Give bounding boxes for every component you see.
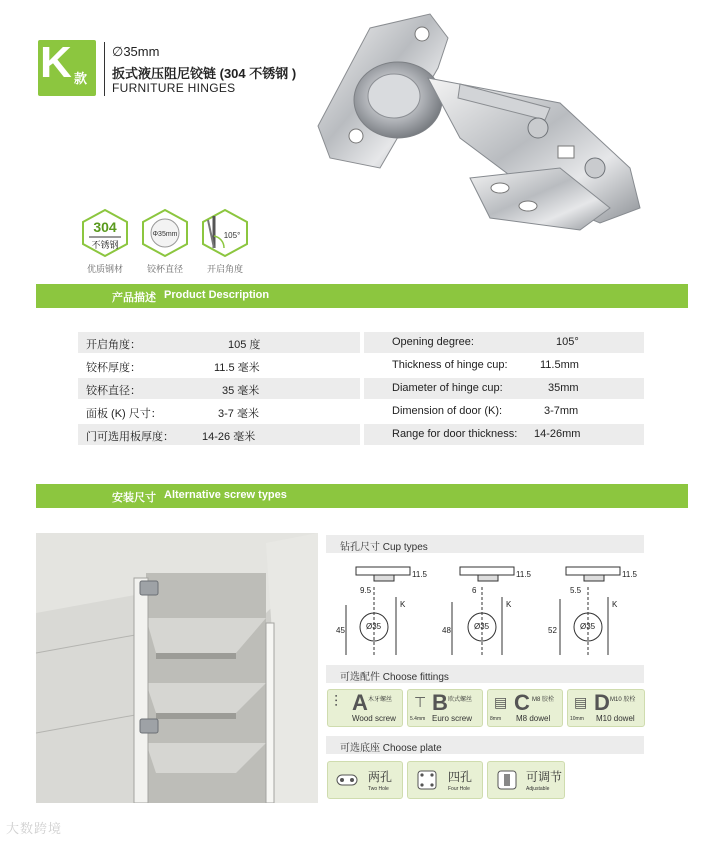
cup3-offset: 5.5 xyxy=(570,586,582,595)
spec-value-en: 35mm xyxy=(548,382,579,394)
fitting-en: M10 dowel xyxy=(596,714,635,723)
spec-value-en: 3-7mm xyxy=(544,405,579,417)
fitting-euro-screw xyxy=(407,689,483,727)
plate-adjustable xyxy=(487,761,565,799)
model-badge-sub: 款 xyxy=(74,71,88,86)
fitting-letter: B xyxy=(432,690,448,715)
plates-title: 可选底座 Choose plate xyxy=(340,743,442,754)
spec-value-en: 14-26mm xyxy=(534,428,581,440)
feature-label-angle: 开启角度 xyxy=(206,264,243,274)
plate-cn: 可调节 xyxy=(526,770,563,784)
cup-diameter-icon xyxy=(140,208,190,258)
dowel-icon: ▤ xyxy=(494,694,508,710)
cup2-diameter: Ø35 xyxy=(474,622,490,631)
spec-label-en: Opening degree: xyxy=(392,336,474,348)
header-divider xyxy=(104,42,105,96)
plate-two-hole xyxy=(327,761,403,799)
cup1-diameter: Ø35 xyxy=(366,622,382,631)
screw-types-bar xyxy=(36,484,688,508)
cabinet-installation-image xyxy=(36,533,318,803)
spec-label-en: Dimension of door (K): xyxy=(392,405,503,417)
adjustable-plate-icon xyxy=(494,767,520,793)
fitting-cn: 欧式螺丝 xyxy=(448,697,473,703)
four-hole-plate-icon xyxy=(414,767,440,793)
fitting-en: Euro screw xyxy=(432,714,473,723)
plate-en: Adjustable xyxy=(526,786,550,792)
cup3-side: 52 xyxy=(548,626,557,635)
plate-four-hole xyxy=(407,761,483,799)
cup-types-diagrams xyxy=(326,557,644,663)
feature-label-cup: 铰杯直径 xyxy=(146,264,183,274)
opening-angle-text: 105° xyxy=(223,231,241,240)
spec-value-en: 11.5mm xyxy=(540,359,579,371)
spec-label-cn: 铰杯直径： xyxy=(86,385,141,397)
fitting-m8-dowel xyxy=(487,689,563,727)
screw-types-title-en: Alternative screw types xyxy=(164,489,287,501)
fitting-cn: M10 胶栓 xyxy=(610,697,636,703)
product-title-en: FURNITURE HINGES xyxy=(112,81,236,95)
cup2-height: 11.5 xyxy=(516,570,531,579)
cup-types-title: 钻孔尺寸 Cup types xyxy=(340,542,428,553)
fitting-cn: 木牙螺丝 xyxy=(368,697,393,703)
spec-value-cn: 14-26 毫米 xyxy=(202,431,256,443)
euro-screw-icon: ⊤ xyxy=(414,694,427,710)
plate-cn: 两孔 xyxy=(368,770,393,784)
cup2-k: K xyxy=(506,600,512,609)
cup1-height: 11.5 xyxy=(412,570,427,579)
spec-label-en: Range for door thickness: xyxy=(392,428,518,440)
product-description-title-cn: 产品描述 xyxy=(112,292,156,304)
spec-value-cn: 3-7 毫米 xyxy=(218,408,259,420)
fitting-size: 8mm xyxy=(490,716,502,722)
cup1-side: 45 xyxy=(336,626,345,635)
fitting-wood-screw xyxy=(327,689,403,727)
cup1-k: K xyxy=(400,600,406,609)
product-description-bar xyxy=(36,284,688,308)
steel-type-text: 不锈钢 xyxy=(91,241,119,251)
cup3-diameter: Ø35 xyxy=(580,622,596,631)
fitting-size: 10mm xyxy=(570,716,584,722)
cup2-offset: 6 xyxy=(472,586,477,595)
plates-label xyxy=(326,736,644,754)
fitting-cn: M8 胶栓 xyxy=(532,697,555,703)
product-title-cn: 扳式液压阻尼铰链 (304 不锈钢 ) xyxy=(112,66,297,81)
fitting-m10-dowel xyxy=(567,689,645,727)
steel-304-icon xyxy=(80,208,130,258)
spec-value-cn: 35 毫米 xyxy=(222,385,260,397)
steel-grade-text: 304 xyxy=(93,219,117,235)
cup-diagram-1 xyxy=(346,567,410,655)
fitting-letter: A xyxy=(352,690,368,715)
cup-diameter-text: Φ35mm xyxy=(152,231,178,238)
fitting-size: 5.4mm xyxy=(410,716,426,722)
cup3-k: K xyxy=(612,600,618,609)
cup-diagram-2 xyxy=(452,567,514,655)
cup2-side: 48 xyxy=(442,626,451,635)
screw-types-title-cn: 安装尺寸 xyxy=(112,492,156,504)
plate-en: Four Hole xyxy=(448,786,470,792)
spec-value-cn: 105 度 xyxy=(228,339,261,351)
opening-angle-icon xyxy=(200,208,250,258)
fittings-label xyxy=(326,665,644,683)
spec-label-cn: 面板 (K) 尺寸： xyxy=(86,408,162,420)
product-description-title-en: Product Description xyxy=(164,289,270,301)
fitting-en: M8 dowel xyxy=(516,714,551,723)
wood-screw-icon: ⫶ xyxy=(334,694,339,711)
plate-cn: 四孔 xyxy=(448,770,473,784)
fitting-en: Wood screw xyxy=(352,714,396,723)
fitting-letter: D xyxy=(594,690,610,715)
cup3-height: 11.5 xyxy=(622,570,637,579)
cup-types-label xyxy=(326,535,644,553)
cup-diagram-3 xyxy=(560,567,620,655)
dowel-icon: ▤ xyxy=(574,694,588,710)
spec-label-en: Thickness of hinge cup: xyxy=(392,359,508,371)
cup-size-line: ∅35mm xyxy=(112,44,160,59)
fitting-letter: C xyxy=(514,690,530,715)
spec-label-en: Diameter of hinge cup: xyxy=(392,382,503,394)
spec-label-cn: 铰杯厚度： xyxy=(86,362,141,374)
model-letter: K xyxy=(40,38,72,87)
spec-value-cn: 11.5 毫米 xyxy=(214,362,260,374)
plate-en: Two Hole xyxy=(368,786,389,792)
feature-label-steel: 优质钢材 xyxy=(86,264,123,274)
spec-label-cn: 开启角度： xyxy=(86,339,141,351)
hinge-product-image xyxy=(310,8,670,238)
fittings-title: 可选配件 Choose fittings xyxy=(340,672,449,683)
two-hole-plate-icon xyxy=(334,767,360,793)
spec-label-cn: 门可选用板厚度： xyxy=(86,431,174,443)
cup1-offset: 9.5 xyxy=(360,586,372,595)
watermark: 大数跨境 xyxy=(6,821,63,836)
spec-value-en: 105° xyxy=(556,336,579,348)
